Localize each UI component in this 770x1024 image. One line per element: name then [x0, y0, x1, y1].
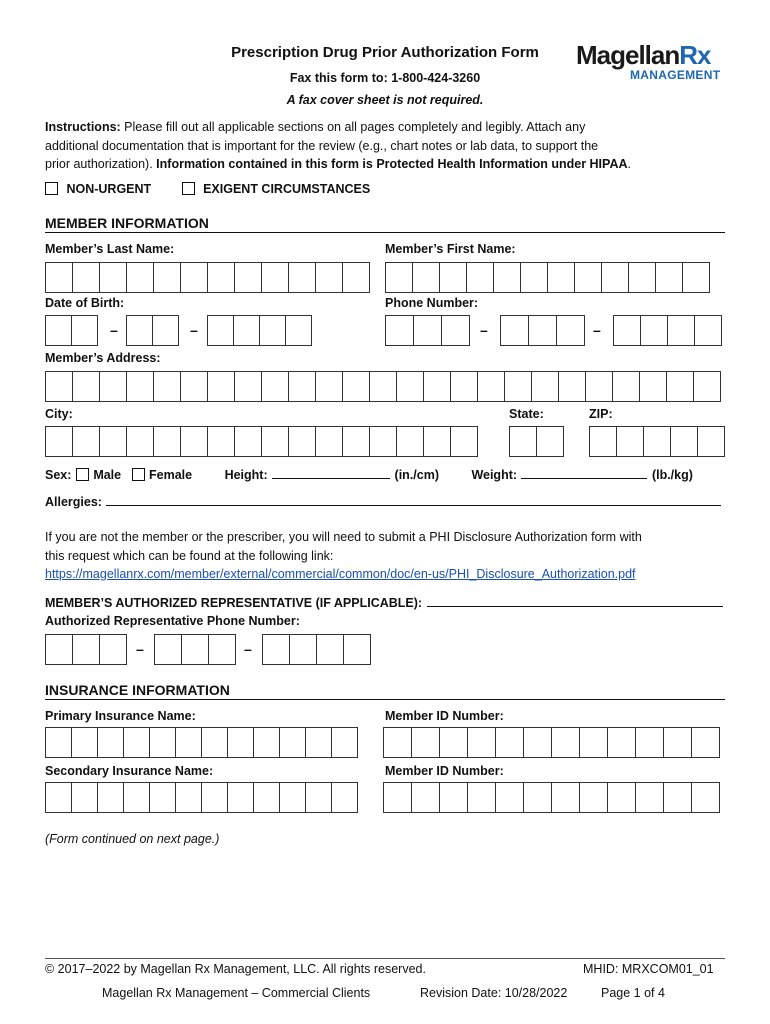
- char-box[interactable]: [234, 426, 262, 457]
- char-box[interactable]: [123, 782, 150, 813]
- char-box[interactable]: [153, 426, 181, 457]
- char-box[interactable]: [261, 262, 289, 293]
- instructions-line3: prior authorization).: [45, 157, 157, 171]
- char-box[interactable]: [175, 782, 202, 813]
- dob-day-boxes[interactable]: [126, 315, 178, 346]
- char-box[interactable]: [154, 634, 182, 665]
- logo-rx-text: Rx: [679, 40, 711, 70]
- insurance-info-heading: INSURANCE INFORMATION: [45, 682, 725, 700]
- char-box[interactable]: [411, 727, 440, 758]
- instructions: [45, 118, 735, 174]
- char-box[interactable]: [585, 371, 613, 402]
- char-box[interactable]: [663, 782, 692, 813]
- char-box[interactable]: [331, 782, 358, 813]
- secondary-insurance-boxes[interactable]: [45, 782, 357, 813]
- char-box[interactable]: [45, 727, 72, 758]
- char-box[interactable]: [613, 315, 641, 346]
- char-box[interactable]: [413, 315, 442, 346]
- char-box[interactable]: [259, 315, 286, 346]
- primary-insurance-boxes[interactable]: [45, 727, 357, 758]
- char-box[interactable]: [450, 426, 478, 457]
- char-box[interactable]: [201, 782, 228, 813]
- char-box[interactable]: [558, 371, 586, 402]
- phone-label: Phone Number:: [385, 296, 479, 310]
- footer-clients: Magellan Rx Management – Commercial Clients: [102, 986, 371, 1000]
- char-box[interactable]: [99, 634, 127, 665]
- char-box[interactable]: [691, 727, 720, 758]
- char-box[interactable]: [315, 262, 343, 293]
- char-box[interactable]: [670, 426, 698, 457]
- logo-sub-text: MANAGEMENT: [630, 68, 721, 82]
- char-box[interactable]: [663, 727, 692, 758]
- fax-number: Fax this form to: 1-800-424-3260: [289, 71, 481, 85]
- form-title: Prescription Drug Prior Authorization Form: [231, 44, 539, 61]
- char-box[interactable]: [477, 371, 505, 402]
- char-box[interactable]: [628, 262, 656, 293]
- char-box[interactable]: [45, 315, 72, 346]
- char-box[interactable]: [450, 371, 478, 402]
- char-box[interactable]: [579, 782, 608, 813]
- fax-cover-note: A fax cover sheet is not required.: [286, 93, 484, 107]
- member-id-boxes-1[interactable]: [383, 727, 719, 758]
- char-box[interactable]: [411, 782, 440, 813]
- weight-field[interactable]: [521, 466, 647, 479]
- char-box[interactable]: [72, 371, 100, 402]
- urgency-options: [45, 180, 370, 198]
- char-box[interactable]: [635, 782, 664, 813]
- char-box[interactable]: [71, 782, 98, 813]
- male-checkbox[interactable]: [76, 468, 89, 481]
- state-boxes[interactable]: [509, 426, 563, 457]
- char-box[interactable]: [601, 262, 629, 293]
- footer-revision: Revision Date: 10/28/2022: [420, 986, 568, 1000]
- char-box[interactable]: [495, 782, 524, 813]
- female-checkbox[interactable]: [132, 468, 145, 481]
- sex-label: Sex:: [45, 468, 72, 482]
- dob-label: Date of Birth:: [45, 296, 125, 310]
- footer-copyright: © 2017–2022 by Magellan Rx Management, LLC. All rights reserved.: [45, 962, 426, 976]
- char-box[interactable]: [697, 426, 725, 457]
- char-box[interactable]: [153, 262, 181, 293]
- char-box[interactable]: [315, 426, 343, 457]
- char-box[interactable]: [45, 426, 73, 457]
- hipaa-notice: Information contained in this form is Protected Health Information under HIPAA: [156, 157, 628, 171]
- char-box[interactable]: [72, 634, 100, 665]
- char-box[interactable]: [342, 426, 370, 457]
- char-box[interactable]: [227, 782, 254, 813]
- char-box[interactable]: [369, 371, 397, 402]
- char-box[interactable]: [71, 315, 98, 346]
- weight-label: Weight:: [471, 468, 518, 482]
- char-box[interactable]: [279, 782, 306, 813]
- char-box[interactable]: [523, 782, 552, 813]
- char-box[interactable]: [369, 426, 397, 457]
- phone-line-boxes[interactable]: [613, 315, 721, 346]
- char-box[interactable]: [181, 634, 209, 665]
- allergies-row: [45, 493, 721, 511]
- instructions-period: .: [627, 157, 631, 171]
- char-box[interactable]: [71, 727, 98, 758]
- female-label: Female: [149, 468, 193, 482]
- char-box[interactable]: [467, 727, 496, 758]
- address-boxes[interactable]: [45, 371, 720, 402]
- char-box[interactable]: [655, 262, 683, 293]
- char-box[interactable]: [126, 315, 153, 346]
- char-box[interactable]: [607, 782, 636, 813]
- zip-label: ZIP:: [589, 407, 613, 421]
- exigent-label: EXIGENT CIRCUMSTANCES: [203, 182, 371, 196]
- char-box[interactable]: [412, 262, 440, 293]
- last-name-label: Member’s Last Name:: [45, 242, 175, 256]
- rep-phone-dash-1: –: [136, 641, 144, 657]
- char-box[interactable]: [694, 315, 722, 346]
- char-box[interactable]: [441, 315, 470, 346]
- dob-month-boxes[interactable]: [45, 315, 97, 346]
- char-box[interactable]: [531, 371, 559, 402]
- char-box[interactable]: [467, 782, 496, 813]
- char-box[interactable]: [423, 371, 451, 402]
- city-boxes[interactable]: [45, 426, 477, 457]
- rep-phone-dash-2: –: [244, 641, 252, 657]
- char-box[interactable]: [289, 634, 317, 665]
- phi-disclosure: [45, 528, 735, 584]
- char-box[interactable]: [509, 426, 537, 457]
- char-box[interactable]: [45, 782, 72, 813]
- char-box[interactable]: [495, 727, 524, 758]
- char-box[interactable]: [574, 262, 602, 293]
- height-unit: (in./cm): [394, 468, 439, 482]
- char-box[interactable]: [639, 371, 667, 402]
- char-box[interactable]: [385, 315, 414, 346]
- footer-divider: [45, 958, 725, 959]
- char-box[interactable]: [288, 371, 316, 402]
- char-box[interactable]: [536, 426, 564, 457]
- weight-unit: (lb./kg): [651, 468, 693, 482]
- continued-note: (Form continued on next page.): [45, 832, 220, 846]
- char-box[interactable]: [466, 262, 494, 293]
- char-box[interactable]: [97, 782, 124, 813]
- char-box[interactable]: [234, 371, 262, 402]
- char-box[interactable]: [504, 371, 532, 402]
- instructions-line1: Please fill out all applicable sections on all pages completely and legibly. Attach any: [120, 120, 586, 134]
- char-box[interactable]: [551, 782, 580, 813]
- char-box[interactable]: [72, 426, 100, 457]
- char-box[interactable]: [556, 315, 585, 346]
- first-name-boxes[interactable]: [385, 262, 709, 293]
- primary-insurance-label: Primary Insurance Name:: [45, 709, 196, 723]
- phi-line-1: If you are not the member or the prescriber, you will need to submit a PHI Disclosure Authorization form with: [45, 530, 642, 544]
- char-box[interactable]: [153, 371, 181, 402]
- char-box[interactable]: [208, 634, 236, 665]
- rep-phone-line-boxes[interactable]: [262, 634, 370, 665]
- char-box[interactable]: [180, 262, 208, 293]
- char-box[interactable]: [666, 371, 694, 402]
- char-box[interactable]: [180, 371, 208, 402]
- dob-dash-2: –: [190, 322, 198, 338]
- char-box[interactable]: [175, 727, 202, 758]
- char-box[interactable]: [607, 727, 636, 758]
- instructions-label: Instructions:: [45, 120, 121, 134]
- char-box[interactable]: [126, 371, 154, 402]
- member-info-heading: MEMBER INFORMATION: [45, 215, 725, 233]
- char-box[interactable]: [342, 371, 370, 402]
- char-box[interactable]: [233, 315, 260, 346]
- char-box[interactable]: [343, 634, 371, 665]
- char-box[interactable]: [547, 262, 575, 293]
- char-box[interactable]: [551, 727, 580, 758]
- char-box[interactable]: [383, 782, 412, 813]
- height-label: Height:: [224, 468, 268, 482]
- exigent-checkbox[interactable]: [182, 182, 195, 195]
- address-label: Member’s Address:: [45, 351, 161, 365]
- state-label: State:: [509, 407, 544, 421]
- allergies-field[interactable]: [106, 493, 721, 506]
- footer-mhid: MHID: MRXCOM01_01: [583, 962, 714, 976]
- char-box[interactable]: [45, 262, 73, 293]
- phone-dash-1: –: [480, 322, 488, 338]
- char-box[interactable]: [439, 782, 468, 813]
- char-box[interactable]: [305, 727, 332, 758]
- char-box[interactable]: [126, 262, 154, 293]
- char-box[interactable]: [253, 727, 280, 758]
- char-box[interactable]: [640, 315, 668, 346]
- member-id-boxes-2[interactable]: [383, 782, 719, 813]
- footer-page: Page 1 of 4: [601, 986, 665, 1000]
- dob-year-boxes[interactable]: [207, 315, 311, 346]
- char-box[interactable]: [207, 315, 234, 346]
- char-box[interactable]: [305, 782, 332, 813]
- char-box[interactable]: [97, 727, 124, 758]
- char-box[interactable]: [123, 727, 150, 758]
- representative-field[interactable]: [427, 594, 723, 607]
- char-box[interactable]: [616, 426, 644, 457]
- char-box[interactable]: [72, 262, 100, 293]
- char-box[interactable]: [396, 371, 424, 402]
- first-name-label: Member’s First Name:: [385, 242, 516, 256]
- char-box[interactable]: [149, 782, 176, 813]
- phone-prefix-boxes[interactable]: [500, 315, 584, 346]
- logo-main-text: Magellan: [576, 40, 680, 70]
- char-box[interactable]: [262, 634, 290, 665]
- char-box[interactable]: [253, 782, 280, 813]
- char-box[interactable]: [207, 262, 235, 293]
- zip-boxes[interactable]: [589, 426, 724, 457]
- char-box[interactable]: [201, 727, 228, 758]
- char-box[interactable]: [385, 262, 413, 293]
- male-label: Male: [93, 468, 122, 482]
- char-box[interactable]: [99, 371, 127, 402]
- char-box[interactable]: [383, 727, 412, 758]
- char-box[interactable]: [396, 426, 424, 457]
- char-box[interactable]: [693, 371, 721, 402]
- member-id-label-1: Member ID Number:: [385, 709, 504, 723]
- representative-row: [45, 594, 723, 612]
- char-box[interactable]: [493, 262, 521, 293]
- char-box[interactable]: [691, 782, 720, 813]
- instructions-line2: additional documentation that is important for the review (e.g., chart notes or lab data, to support the: [45, 138, 599, 153]
- char-box[interactable]: [439, 727, 468, 758]
- char-box[interactable]: [589, 426, 617, 457]
- char-box[interactable]: [126, 426, 154, 457]
- char-box[interactable]: [331, 727, 358, 758]
- representative-label: MEMBER’S AUTHORIZED REPRESENTATIVE (IF APPLICABLE):: [45, 596, 423, 610]
- char-box[interactable]: [579, 727, 608, 758]
- char-box[interactable]: [207, 371, 235, 402]
- char-box[interactable]: [342, 262, 370, 293]
- rep-phone-area-boxes[interactable]: [45, 634, 126, 665]
- height-field[interactable]: [272, 466, 390, 479]
- char-box[interactable]: [285, 315, 312, 346]
- phi-form-link[interactable]: https://magellanrx.com/member/external/commercial/common/doc/en-us/PHI_Disclosure_Authorization.pdf: [45, 567, 636, 581]
- char-box[interactable]: [439, 262, 467, 293]
- sex-height-weight-row: [45, 466, 735, 484]
- char-box[interactable]: [528, 315, 557, 346]
- char-box[interactable]: [180, 426, 208, 457]
- char-box[interactable]: [227, 727, 254, 758]
- non-urgent-checkbox[interactable]: [45, 182, 58, 195]
- char-box[interactable]: [207, 426, 235, 457]
- char-box[interactable]: [45, 634, 73, 665]
- char-box[interactable]: [423, 426, 451, 457]
- char-box[interactable]: [99, 426, 127, 457]
- char-box[interactable]: [315, 371, 343, 402]
- city-label: City:: [45, 407, 73, 421]
- char-box[interactable]: [279, 727, 306, 758]
- char-box[interactable]: [261, 426, 289, 457]
- dob-dash-1: –: [110, 322, 118, 338]
- rep-phone-prefix-boxes[interactable]: [154, 634, 235, 665]
- phone-dash-2: –: [593, 322, 601, 338]
- char-box[interactable]: [523, 727, 552, 758]
- last-name-boxes[interactable]: [45, 262, 369, 293]
- secondary-insurance-label: Secondary Insurance Name:: [45, 764, 214, 778]
- char-box[interactable]: [316, 634, 344, 665]
- char-box[interactable]: [612, 371, 640, 402]
- non-urgent-label: NON-URGENT: [66, 182, 152, 196]
- phone-area-boxes[interactable]: [385, 315, 469, 346]
- rep-phone-label: Authorized Representative Phone Number:: [45, 614, 300, 628]
- allergies-label: Allergies:: [45, 495, 102, 509]
- char-box[interactable]: [234, 262, 262, 293]
- char-box[interactable]: [288, 426, 316, 457]
- char-box[interactable]: [261, 371, 289, 402]
- phi-line-2: this request which can be found at the following link:: [45, 548, 334, 563]
- char-box[interactable]: [152, 315, 179, 346]
- char-box[interactable]: [500, 315, 529, 346]
- char-box[interactable]: [45, 371, 73, 402]
- char-box[interactable]: [667, 315, 695, 346]
- char-box[interactable]: [682, 262, 710, 293]
- char-box[interactable]: [149, 727, 176, 758]
- member-id-label-2: Member ID Number:: [385, 764, 504, 778]
- char-box[interactable]: [99, 262, 127, 293]
- magellan-rx-logo: [576, 40, 736, 88]
- char-box[interactable]: [520, 262, 548, 293]
- char-box[interactable]: [288, 262, 316, 293]
- char-box[interactable]: [643, 426, 671, 457]
- char-box[interactable]: [635, 727, 664, 758]
